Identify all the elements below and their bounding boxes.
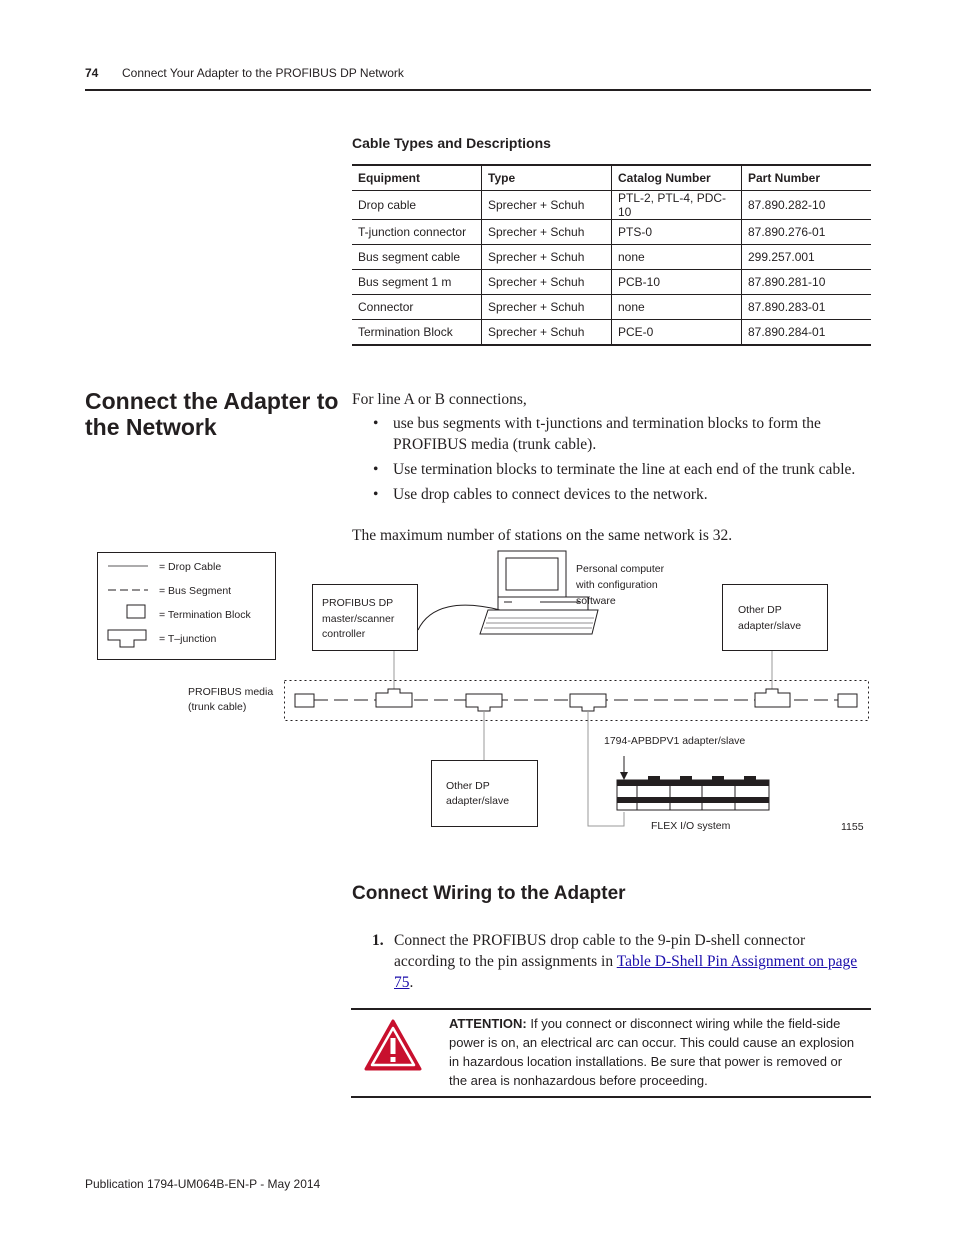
table-cell: 87.890.281-10	[742, 270, 872, 295]
t-junction	[466, 694, 502, 711]
attention-body: If you connect or disconnect wiring while the field-side power is on, an electrical arc can occur. This could cause an explosion in hazardous location installations. Be sure that power is removed or the area is nonhazardous before proceeding.	[449, 1016, 855, 1088]
attention-text	[449, 1014, 861, 1090]
other-slave-bottom-label-2: adapter/slave	[446, 795, 510, 807]
running-header: Connect Your Adapter to the PROFIBUS DP Network	[122, 66, 404, 80]
table-caption: Cable Types and Descriptions	[352, 135, 551, 151]
pc-label-1: Personal computer	[576, 563, 665, 575]
pc-label-2: with configuration	[576, 579, 658, 591]
legend-bus-segment: = Bus Segment	[159, 585, 232, 597]
cable-types-table	[352, 164, 871, 346]
other-slave-bottom-label-1: Other DP	[446, 780, 490, 792]
table-row	[352, 295, 871, 320]
adapter-drop	[588, 711, 624, 826]
trunk-label-2: (trunk cable)	[188, 701, 247, 713]
termination-block-right	[838, 694, 857, 707]
table-cell: 87.890.282-10	[742, 191, 872, 220]
pin-assignment-link[interactable]: Table D-Shell Pin Assignment on page 75	[394, 953, 858, 991]
legend-termination-block: = Termination Block	[159, 609, 251, 621]
network-diagram	[0, 540, 954, 840]
step-text	[394, 930, 864, 993]
intro-text: For line A or B connections,	[352, 391, 527, 408]
table-cell: PCB-10	[612, 270, 742, 295]
step-number: 1.	[372, 932, 384, 949]
table-cell: PTL-2, PTL-4, PDC-10	[612, 191, 742, 220]
other-slave-bottom-box	[432, 761, 538, 827]
table-cell: Sprecher + Schuh	[482, 191, 612, 220]
list-item: • use bus segments with t-junctions and termination blocks to form the PROFIBUS media (trunk cable).	[373, 413, 873, 455]
termination-block-left	[295, 694, 314, 707]
table-cell: 299.257.001	[742, 245, 872, 270]
table-cell: Drop cable	[352, 191, 482, 220]
table-cell: 87.890.276-01	[742, 220, 872, 245]
table-cell: none	[612, 295, 742, 320]
table-cell: 87.890.283-01	[742, 295, 872, 320]
table-cell: none	[612, 245, 742, 270]
attention-box	[351, 1008, 871, 1098]
table-cell: Bus segment 1 m	[352, 270, 482, 295]
warning-triangle-icon	[363, 1018, 423, 1072]
table-cell: Sprecher + Schuh	[482, 270, 612, 295]
table-cell: PCE-0	[612, 320, 742, 346]
table-cell: Sprecher + Schuh	[482, 245, 612, 270]
bullet-list	[373, 413, 873, 509]
subsection-heading: Connect Wiring to the Adapter	[352, 883, 626, 904]
adapter-arrow-head	[620, 772, 628, 780]
trunk-label-1: PROFIBUS media	[188, 686, 274, 698]
other-slave-top-label-1: Other DP	[738, 604, 782, 616]
max-stations-text: The maximum number of stations on the same network is 32.	[352, 527, 733, 544]
t-junction-symbol	[108, 630, 146, 647]
attention-label: ATTENTION:	[449, 1016, 527, 1031]
header-rule	[85, 89, 871, 91]
table-row	[352, 270, 871, 295]
footer-publication: Publication 1794-UM064B-EN-P - May 2014	[85, 1177, 321, 1191]
table-cell: Connector	[352, 295, 482, 320]
section-heading: Connect the Adapter to the Network	[85, 388, 339, 440]
legend-drop-cable: = Drop Cable	[159, 561, 222, 573]
table-cell: PTS-0	[612, 220, 742, 245]
table-row	[352, 220, 871, 245]
other-slave-top-box	[723, 585, 828, 651]
pc-label-3: software	[576, 595, 616, 607]
column-header: Catalog Number	[612, 165, 742, 191]
column-header: Equipment	[352, 165, 482, 191]
flex-io-label: FLEX I/O system	[651, 820, 731, 832]
master-label-3: controller	[322, 628, 366, 640]
table-cell: T-junction connector	[352, 220, 482, 245]
list-item: • Use drop cables to connect devices to the network.	[373, 484, 873, 505]
t-junction	[755, 689, 790, 707]
adapter-label: 1794-APBDPV1 adapter/slave	[604, 735, 746, 747]
column-header: Part Number	[742, 165, 872, 191]
master-label-2: master/scanner	[322, 613, 395, 625]
table-row	[352, 245, 871, 270]
table-cell: Sprecher + Schuh	[482, 320, 612, 346]
table-cell: Sprecher + Schuh	[482, 295, 612, 320]
step-end: .	[409, 974, 414, 991]
other-slave-top-label-2: adapter/slave	[738, 620, 802, 632]
step-body: Connect the PROFIBUS drop cable to the 9-pin D-shell connector according to the pin assignments in	[394, 932, 806, 970]
flex-io-module	[617, 776, 769, 810]
legend-t-junction: = T–junction	[159, 633, 217, 645]
page-number: 74	[85, 66, 99, 80]
t-junction	[570, 694, 606, 711]
column-header: Type	[482, 165, 612, 191]
table-cell: Bus segment cable	[352, 245, 482, 270]
termination-block-symbol	[127, 605, 145, 618]
table-cell: 87.890.284-01	[742, 320, 872, 346]
figure-id: 1155	[841, 821, 864, 833]
list-item: • Use termination blocks to terminate the line at each end of the trunk cable.	[373, 459, 913, 480]
table-cell: Termination Block	[352, 320, 482, 346]
table-cell: Sprecher + Schuh	[482, 220, 612, 245]
table-row	[352, 191, 871, 220]
table-row	[352, 320, 871, 346]
table-header-row	[352, 165, 871, 191]
master-label-1: PROFIBUS DP	[322, 597, 394, 609]
pc-link-cable	[418, 605, 500, 630]
t-junction	[376, 689, 412, 707]
